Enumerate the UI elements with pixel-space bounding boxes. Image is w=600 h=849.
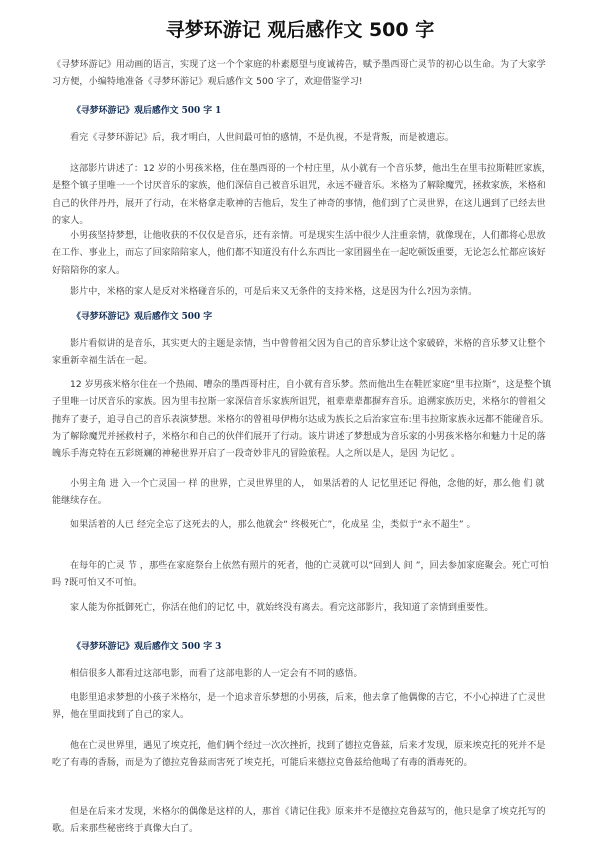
section-3-paragraph-2: 电影里追求梦想的小孩子米格尔，是一个追求音乐梦想的小男孩，后来，他去拿了他偶像的吉它，不小心掉进了亡灵世界，他在里面找到了自己的家人。: [52, 693, 546, 721]
section-2-paragraph-2: 12 岁男孩米格尔住在一个热闹、嘈杂的墨西哥村庄，自小就有音乐梦。然而他出生在鞋匠家庭“里韦拉斯”，这是整个镇子里唯一讨厌音乐的家族。因为里韦拉斯一家深信音乐家族所诅咒，祖辈辈辈都摒弃音乐。追溯家族历史，米格尔的曾祖父抛弃了妻子，追寻自己的音乐表演梦想。米格尔的曾祖母伊梅尔达成为族长之后治家宣布:里韦拉斯家族永远都不能碰音乐。为了解除魔咒并拯救村子，米格尔和自己的伙伴们展开了行动。该片讲述了梦想成为音乐家的小男孩米格尔和魅力十足的落魄乐手海克特在五彩斑斓的神秘世界开启了一段奇妙非凡的冒险旅程。人之所以是人，是因 为记忆 。: [52, 380, 552, 460]
section-2-paragraph-4: 如果活着的人已 经完全忘了这死去的人，那么他就会“ 终极死亡”，化成星 尘，类似于“永不超生” 。: [70, 520, 476, 530]
section-heading-3: 《寻梦环游记》观后感作文 500 字 3: [72, 642, 222, 652]
section-1-paragraph-1: 看完《寻梦环游记》后，我才明白，人世间最可怕的感情，不是仇视，不是背叛，而是被遗忘。: [70, 133, 455, 143]
intro-paragraph: 《寻梦环游记》用动画的语言，实现了这一个个家庭的朴素愿望与度诚祷告，赋予墨西哥亡灵节的初心以生命。为了大家学习方便，小编特地准备《寻梦环游记》观后感作文 500 字了，欢迎借鉴学习!: [52, 60, 546, 88]
section-3-paragraph-1: 相信很多人都看过这部电影，而看了这部电影的人一定会有不同的感悟。: [70, 669, 363, 679]
section-1-paragraph-2: 这部影片讲述了：12 岁的小男孩米格，住在墨西哥的一个村庄里，从小就有一个音乐梦，他出生在里韦拉斯鞋匠家族，是整个镇子里唯一一个讨厌音乐的家族，他们深信自己被音乐诅咒，永远不碰音乐。米格为了解除魔咒，拯救家族，米格和自己的伙伴丹丹，展开了行动，在米格拿走歌神的吉他后，发生了神奇的事情，他们到了亡灵世界，在这儿遇到了已经去世的家人。: [52, 164, 551, 226]
section-1-paragraph-3: 小男孩坚持梦想，让他收获的不仅仅是音乐，还有亲情。可是现实生活中很少人注重亲情，就像现在，人们都将心思放在工作、事业上，而忘了回家陪陪家人，他们都不知道没有什么东西比一家团圆坐在一起吃顿饭重要，无论怎么忙都应该好好陪陪你的家人。: [52, 231, 546, 276]
section-2-paragraph-5: 在每年的亡灵 节 ，那些在家庭祭台上依然有照片的死者，他的亡灵就可以“回到人 间 ”，回去参加家庭聚会。死亡可怕 吗 ?既可怕又不可怕。: [52, 561, 549, 589]
section-heading-2: 《寻梦环游记》观后感作文 500 字: [72, 312, 213, 322]
section-3-paragraph-4: 但是在后来才发现，米格尔的偶像是这样的人，那首《请记住我》原来并不是德拉克鲁兹写的，他只是拿了埃克托写的歌。后来那些秘密终于真像大白了。: [52, 807, 546, 835]
section-2-paragraph-1: 影片看似讲的是音乐，其实更大的主题是亲情，当中曾曾祖父因为自己的音乐梦让这个家破碎，米格的音乐梦又让整个家重新幸福生活在一起。: [52, 339, 546, 367]
section-2-paragraph-6: 家人能为你抵御死亡，你活在他们的记忆 中，就始终没有离去。看完这部影片，我知道了亲情到重要性。: [70, 603, 494, 613]
page-title: 寻梦环游记 观后感作文 500 字: [165, 19, 435, 41]
section-1-paragraph-4: 影片中，米格的家人是反对米格碰音乐的，可是后来又无条件的支持米格，这是因为什么?因为亲情。: [70, 287, 478, 297]
section-2-paragraph-3: 小男主角 进 入一个亡灵国一 样 的世界，亡灵世界里的人， 如果活着的人 记忆里还记 得他，念他的好，那么他 们 就能继续存在。: [52, 479, 545, 507]
section-3-paragraph-3: 他在亡灵世界里，遇见了埃克托，他们俩个经过一次次挫折，找到了德拉克鲁兹，后来才发现，原来埃克托的死并不是吃了有毒的香肠，而是为了德拉克鲁兹而害死了埃克托，可能后来德拉克鲁兹给他喝了有毒的酒毒死的。: [52, 741, 546, 769]
section-heading-1: 《寻梦环游记》观后感作文 500 字 1: [72, 106, 222, 116]
